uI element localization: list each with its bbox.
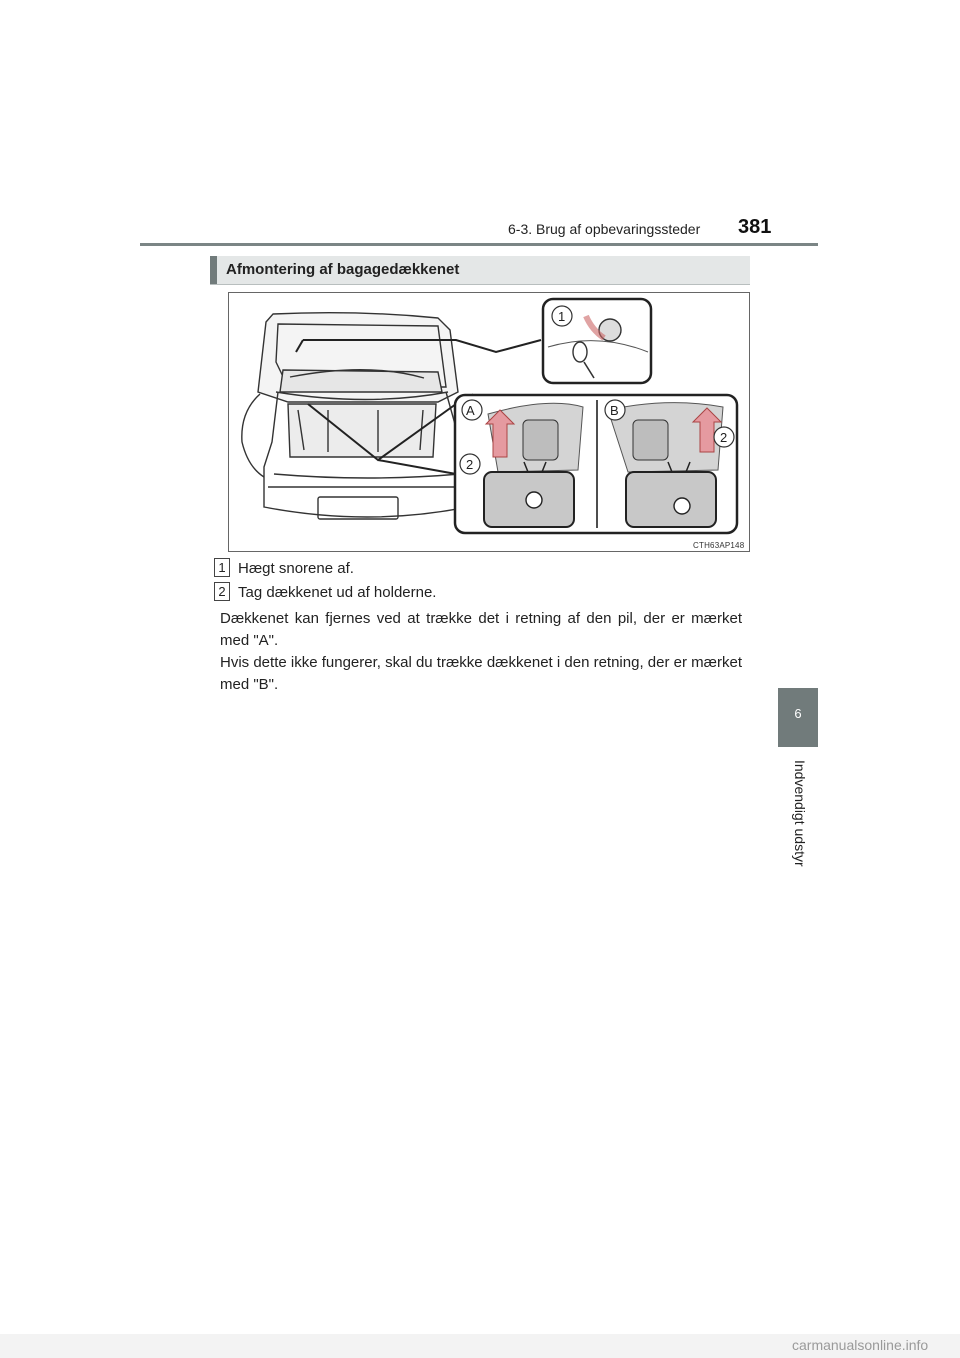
luggage-cover-illustration [228, 292, 750, 552]
title-accent [210, 256, 217, 284]
callout-b: B [610, 403, 619, 418]
chapter-number: 6 [794, 706, 802, 721]
callout-2b: 2 [720, 430, 728, 445]
section-title: Afmontering af bagagedækkenet [226, 261, 460, 278]
chapter-tab [778, 688, 818, 747]
footer-watermark [0, 1334, 960, 1358]
step-2-number: 2 [214, 582, 230, 601]
step-2 [214, 582, 436, 601]
section-title-bar [210, 256, 750, 284]
page-number: 381 [738, 216, 772, 238]
callout-a: A [466, 403, 475, 418]
section-header: 6-3. Brug af opbevaringssteder [508, 221, 701, 237]
step-1-number: 1 [214, 558, 230, 577]
note-direction-b: Hvis dette ikke fungerer, skal du trække dækkenet i den retning, der er mærket med "B". [220, 654, 742, 693]
chapter-label: Indvendigt udstyr [792, 760, 808, 867]
figure-code: CTH63AP148 [693, 541, 745, 550]
callout-1: 1 [558, 309, 566, 324]
note-direction-a: Dækkenet kan fjernes ved at trække det i retning af den pil, der er mærket med "A". [220, 610, 742, 649]
step-2-text: Tag dækkenet ud af holderne. [238, 584, 437, 601]
callout-2a: 2 [466, 457, 474, 472]
title-underline [210, 284, 750, 285]
step-1-text: Hægt snorene af. [238, 560, 354, 577]
header-rule [140, 243, 818, 246]
inset-holder-view [455, 395, 737, 533]
watermark-text: carmanualsonline.info [792, 1337, 929, 1353]
step-1 [214, 558, 354, 577]
inset-hook-view [543, 299, 651, 383]
